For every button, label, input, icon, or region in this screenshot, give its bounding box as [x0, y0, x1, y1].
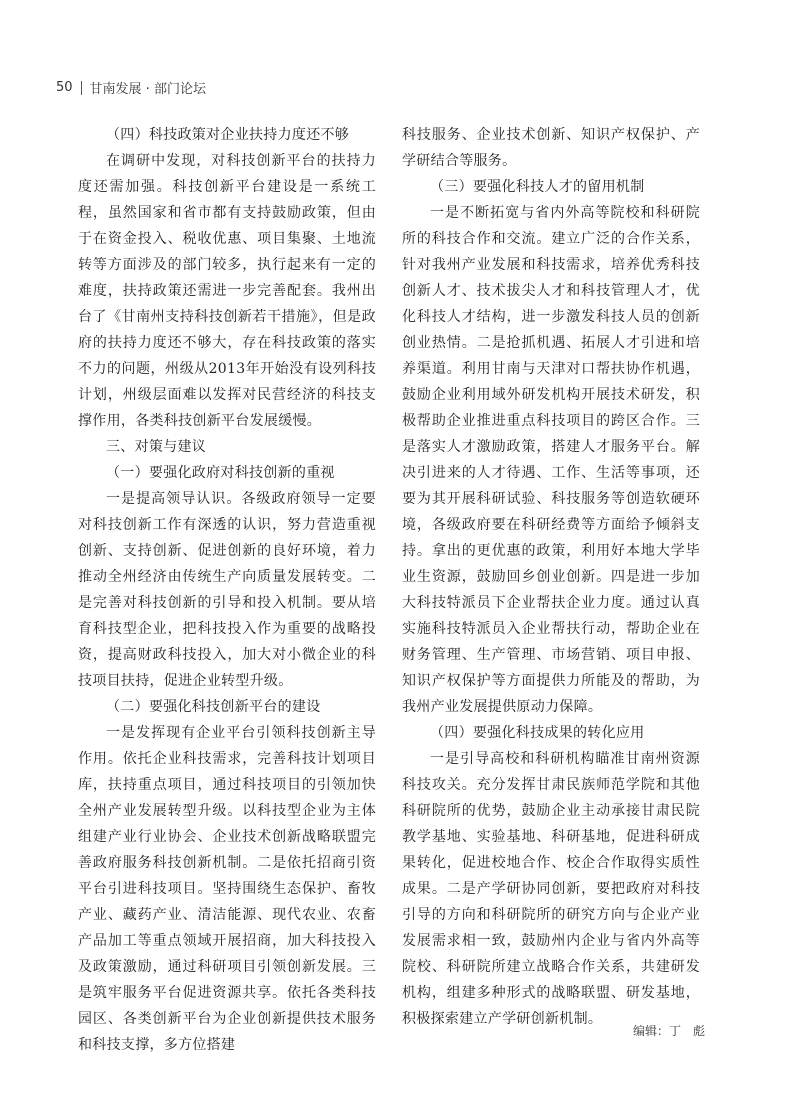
page-number: 50 — [56, 80, 73, 95]
paragraph-achievement-transfer: 一是引导高校和科研机构瞄准甘南州资源科技攻关。充分发挥甘肃民族师范学院和其他科研院所的优势，鼓励企业主动承接甘肃民院教学基地、实验基地、科研基地，促进科研成果转化，促进校地合作、校企合作取得实质性成果。二是产学研协同创新，要把政府对科技引导的方向和科研院所的研究方向与企业产业发展需求相一致，鼓励州内企业与省内外高等院校、科研院所建立战略合作关系，共建研发机构，组建多种形式的战略联盟、研发基地，积极探索建立产学研创新机制。 — [402, 751, 700, 1027]
paragraph-platform-construction: 一是发挥现有企业平台引领科技创新主导作用。依托企业科技需求，完善科技计划项目库，扶持重点项目，通过科技项目的引领加快全州产业发展转型升级。以科技型企业为主体组建产业行业协会、企业技术创新战略联盟完善政府服务科技创新机制。二是依托招商引资平台引进科技项目。坚持围绕生态保护、畜牧产业、藏药产业、清洁能源、现代农业、农畜产品加工等重点领域开展招商，加大科技投入及政策激励，通过科研项目引领创新发展。三是筑牢服务平台促进资源共享。依托各类科技园区、各类创新平台为企业创新提供技术服务和科技支撑，多方位搭建 — [78, 725, 376, 1053]
running-header — [56, 78, 206, 97]
heading-achievement-transfer: （四）要强化科技成果的转化应用 — [430, 725, 645, 741]
heading-platform-construction: （二）要强化科技创新平台的建设 — [106, 699, 321, 715]
editor-credit: 编辑：丁 彪 — [633, 1024, 706, 1038]
paragraph-policy-support: 在调研中发现，对科技创新平台的扶持力度还需加强。科技创新平台建设是一系统工程，虽然国家和省市都有支持鼓励政策，但由于在资金投入、税收优惠、项目集聚、土地流转等方面涉及的部门较多，执行起来有一定的难度，扶持政策还需进一步完善配套。我州出台了《甘南州支持科技创新若干措施》，但是政府的扶持力度还不够大，存在科技政策的落实不力的问题，州级从2013年开始没有设列科技计划，州级层面难以发挥对民营经济的科技支撑作用，各类科技创新平台发展缓慢。 — [78, 153, 376, 429]
heading-government-attention: （一）要强化政府对科技创新的重视 — [106, 465, 335, 481]
header-divider — [81, 81, 82, 95]
right-column — [402, 122, 700, 1032]
paragraph-government-attention: 一是提高领导认识。各级政府领导一定要对科技创新工作有深透的认识，努力营造重视创新、支持创新、促进创新的良好环境，着力推动全州经济由传统生产向质量发展转变。二是完善对科技创新的引导和投入机制。要从培育科技型企业，把科技投入作为重要的战略投资，提高财政科技投入，加大对小微企业的科技项目扶持，促进企业转型升级。 — [78, 491, 376, 689]
heading-talent-retention: （三）要强化科技人才的留用机制 — [430, 179, 645, 195]
section-title: 甘南发展 · 部门论坛 — [89, 82, 206, 97]
paragraph-talent-retention: 一是不断拓宽与省内外高等院校和科研院所的科技合作和交流。建立广泛的合作关系，针对我州产业发展和科技需求，培养优秀科技创新人才、技术拔尖人才和科技管理人才，优化科技人才结构，进一步激发科技人员的创新创业热情。二是抢抓机遇、拓展人才引进和培养渠道。利用甘南与天津对口帮扶协作机遇，鼓励企业利用域外研发机构开展技术研发，积极帮助企业推进重点科技项目的跨区合作。三是落实人才激励政策，搭建人才服务平台。解决引进来的人才待遇、工作、生活等事项，还要为其开展科研试验、科技服务等创造软硬环境，各级政府要在科研经费等方面给予倾斜支持。拿出的更优惠的政策，利用好本地大学毕业生资源，鼓励回乡创业创新。四是进一步加大科技特派员下企业帮扶企业力度。通过认真实施科技特派员入企业帮扶行动，帮助企业在财务管理、生产管理、市场营销、项目申报、知识产权保护等方面提供力所能及的帮助，为我州产业发展提供原动力保障。 — [402, 205, 700, 715]
heading-countermeasures: 三、对策与建议 — [106, 439, 207, 455]
left-column — [78, 122, 376, 1058]
paragraph-continued: 科技服务、企业技术创新、知识产权保护、产学研结合等服务。 — [402, 127, 700, 169]
heading-policy-support: （四）科技政策对企业扶持力度还不够 — [106, 127, 350, 143]
